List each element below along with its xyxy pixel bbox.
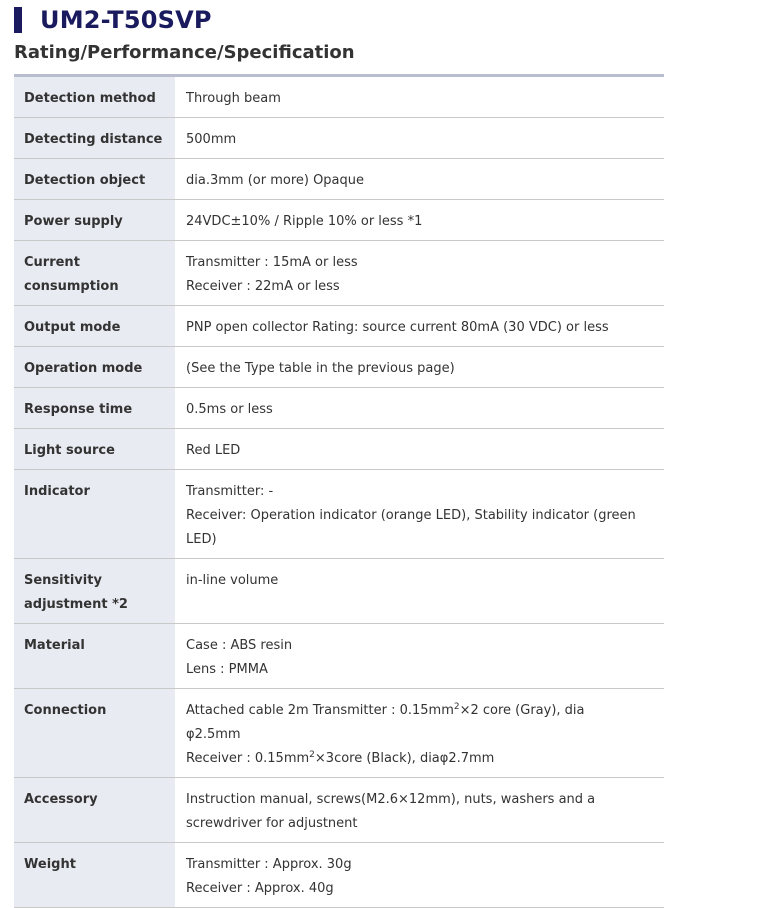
spec-value-line: Receiver: Operation indicator (orange LED), Stability indicator (green LED)	[186, 508, 636, 547]
spec-value	[175, 388, 664, 429]
spec-label: Detection object	[14, 159, 175, 200]
spec-row	[14, 429, 664, 470]
spec-value-line	[186, 747, 640, 771]
title-accent-bar	[14, 7, 22, 33]
spec-row	[14, 843, 664, 908]
spec-value	[175, 306, 664, 347]
spec-row	[14, 470, 664, 559]
spec-row	[14, 159, 664, 200]
spec-label: Output mode	[14, 306, 175, 347]
spec-row	[14, 306, 664, 347]
spec-row	[14, 624, 664, 689]
spec-value-line: Receiver : Approx. 40g	[186, 881, 334, 896]
spec-value	[175, 470, 664, 559]
spec-value	[175, 76, 664, 118]
spec-row	[14, 200, 664, 241]
spec-label: Response time	[14, 388, 175, 429]
superscript: 2	[309, 750, 315, 760]
spec-value-line: Lens : PMMA	[186, 662, 268, 677]
spec-value	[175, 559, 664, 624]
page-title-bar	[14, 6, 212, 34]
spec-value	[175, 429, 664, 470]
spec-label: Light source	[14, 429, 175, 470]
section-heading: Rating/Performance/Specification	[14, 42, 355, 63]
spec-value-line: Instruction manual, screws(M2.6×12mm), nuts, washers and a screwdriver for adjustnent	[186, 792, 596, 831]
spec-value	[175, 159, 664, 200]
spec-value-text: Receiver : 0.15mm	[186, 751, 310, 766]
spec-row	[14, 388, 664, 429]
spec-value	[175, 200, 664, 241]
spec-value-line: 0.5ms or less	[186, 402, 273, 417]
spec-value-text: ×2 core (Gray), dia φ2.5mm	[186, 703, 585, 742]
spec-label: Accessory	[14, 778, 175, 843]
spec-value-line: Case : ABS resin	[186, 638, 293, 653]
spec-value-line: 500mm	[186, 132, 237, 147]
spec-row	[14, 347, 664, 388]
spec-value	[175, 624, 664, 689]
spec-value-line: Transmitter : Approx. 30g	[186, 857, 352, 872]
spec-value-line: in-line volume	[186, 573, 279, 588]
spec-value	[175, 843, 664, 908]
spec-label: Current consumption	[14, 241, 175, 306]
spec-row	[14, 559, 664, 624]
spec-value-line: 24VDC±10% / Ripple 10% or less *1	[186, 214, 423, 229]
spec-row	[14, 689, 664, 778]
spec-value-line	[186, 699, 640, 747]
spec-value-line: dia.3mm (or more) Opaque	[186, 173, 365, 188]
spec-label: Operation mode	[14, 347, 175, 388]
spec-row	[14, 76, 664, 118]
spec-label: Detecting distance	[14, 118, 175, 159]
spec-label: Detection method	[14, 76, 175, 118]
spec-value-line: PNP open collector Rating: source current 80mA (30 VDC) or less	[186, 320, 609, 335]
spec-value-line: Transmitter : 15mA or less	[186, 255, 358, 270]
spec-label: Sensitivity adjustment *2	[14, 559, 175, 624]
spec-label: Weight	[14, 843, 175, 908]
spec-value-line: Through beam	[186, 91, 281, 106]
spec-value-text: Attached cable 2m Transmitter : 0.15mm	[186, 703, 454, 718]
spec-value	[175, 689, 664, 778]
spec-value-line: Transmitter: -	[186, 484, 274, 499]
spec-row	[14, 241, 664, 306]
spec-label: Indicator	[14, 470, 175, 559]
spec-label: Material	[14, 624, 175, 689]
spec-value-line: Red LED	[186, 443, 241, 458]
spec-value	[175, 778, 664, 843]
spec-value	[175, 347, 664, 388]
spec-label: Power supply	[14, 200, 175, 241]
spec-value-line: Receiver : 22mA or less	[186, 279, 340, 294]
spec-row	[14, 118, 664, 159]
page-title: UM2-T50SVP	[40, 6, 212, 34]
spec-label: Connection	[14, 689, 175, 778]
spec-value	[175, 241, 664, 306]
spec-value-line: (See the Type table in the previous page)	[186, 361, 455, 376]
spec-row	[14, 778, 664, 843]
superscript: 2	[453, 702, 460, 712]
spec-table-body	[14, 76, 664, 908]
spec-table	[14, 74, 664, 908]
spec-value	[175, 118, 664, 159]
spec-value-text: ×3core (Black), diaφ2.7mm	[314, 751, 495, 766]
